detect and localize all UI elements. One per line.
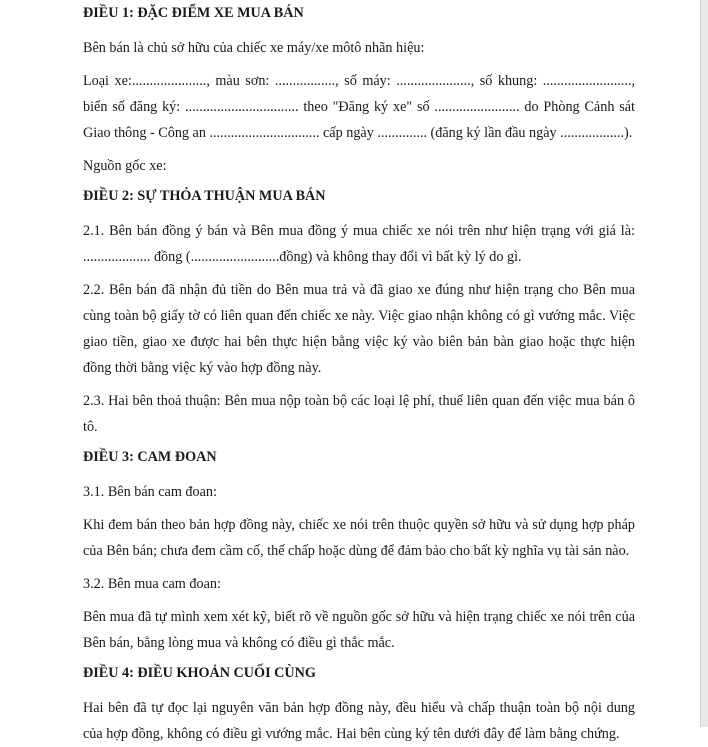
page-edge: [700, 0, 708, 727]
article-2-heading: ĐIỀU 2: SỰ THỎA THUẬN MUA BÁN: [83, 188, 326, 204]
article-2-paragraph-3: 2.3. Hai bên thoả thuận: Bên mua nộp toàn bộ các loại lệ phí, thuế liên quan đến việc mua bán ô tô.: [83, 393, 635, 435]
article-3-subheading-1: 3.1. Bên bán cam đoan:: [83, 484, 217, 500]
article-3-subheading-2: 3.2. Bên mua cam đoan:: [83, 576, 221, 592]
article-1-intro: Bên bán là chủ sở hữu của chiếc xe máy/xe môtô nhãn hiệu:: [83, 40, 425, 56]
article-1-origin: Nguồn gốc xe:: [83, 158, 167, 174]
article-4-paragraph-1: Hai bên đã tự đọc lại nguyên văn bản hợp đồng này, đều hiểu và chấp thuận toàn bộ nội dung của hợp đồng, không có điều gì vướng mắc. Hai bên cùng ký tên dưới đây để làm bằng chứng.: [83, 700, 635, 742]
article-2-paragraph-2: 2.2. Bên bán đã nhận đủ tiền do Bên mua trả và đã giao xe đúng như hiện trạng cho Bên mua cùng toàn bộ giấy tờ có liên quan đến chiếc xe này. Việc giao nhận không có gì vướng mắc. Việc giao tiền, giao xe được hai bên thực hiện bằng việc ký vào biên bản bàn giao hoặc thực hiện đồng thời bằng việc ký vào hợp đồng này.: [83, 282, 635, 376]
document-content: [83, 3, 635, 747]
article-3-heading: ĐIỀU 3: CAM ĐOAN: [83, 449, 217, 465]
article-2-paragraph-1: 2.1. Bên bán đồng ý bán và Bên mua đồng ý mua chiếc xe nói trên như hiện trạng với giá là: ................... đồng (.........................đồng) và không thay đổi vì bất kỳ lý do gì.: [83, 223, 635, 265]
article-3-paragraph-1: Khi đem bán theo bản hợp đồng này, chiếc xe nói trên thuộc quyền sở hữu và sử dụng hợp pháp của Bên bán; chưa đem cầm cố, thế chấp hoặc dùng để đảm bảo cho bất kỳ nghĩa vụ tài sản nào.: [83, 517, 635, 559]
article-3-paragraph-2: Bên mua đã tự mình xem xét kỹ, biết rõ về nguồn gốc sở hữu và hiện trạng chiếc xe nói trên của Bên bán, bằng lòng mua và không có điều gì thắc mắc.: [83, 609, 635, 651]
article-1-heading: ĐIỀU 1: ĐẶC ĐIỂM XE MUA BÁN: [83, 5, 304, 21]
article-1-vehicle-details: Loại xe:....................., màu sơn: ................., số máy: ....................., số khung: ........................., biển số đăng ký: ................................ theo "Đăng ký xe" số ........................ do Phòng Cảnh sát Giao thông - Công an ............................... cấp ngày .............. (đăng ký lần đầu ngày ..................).: [83, 73, 635, 141]
article-4-heading: ĐIỀU 4: ĐIỀU KHOẢN CUỐI CÙNG: [83, 665, 316, 681]
